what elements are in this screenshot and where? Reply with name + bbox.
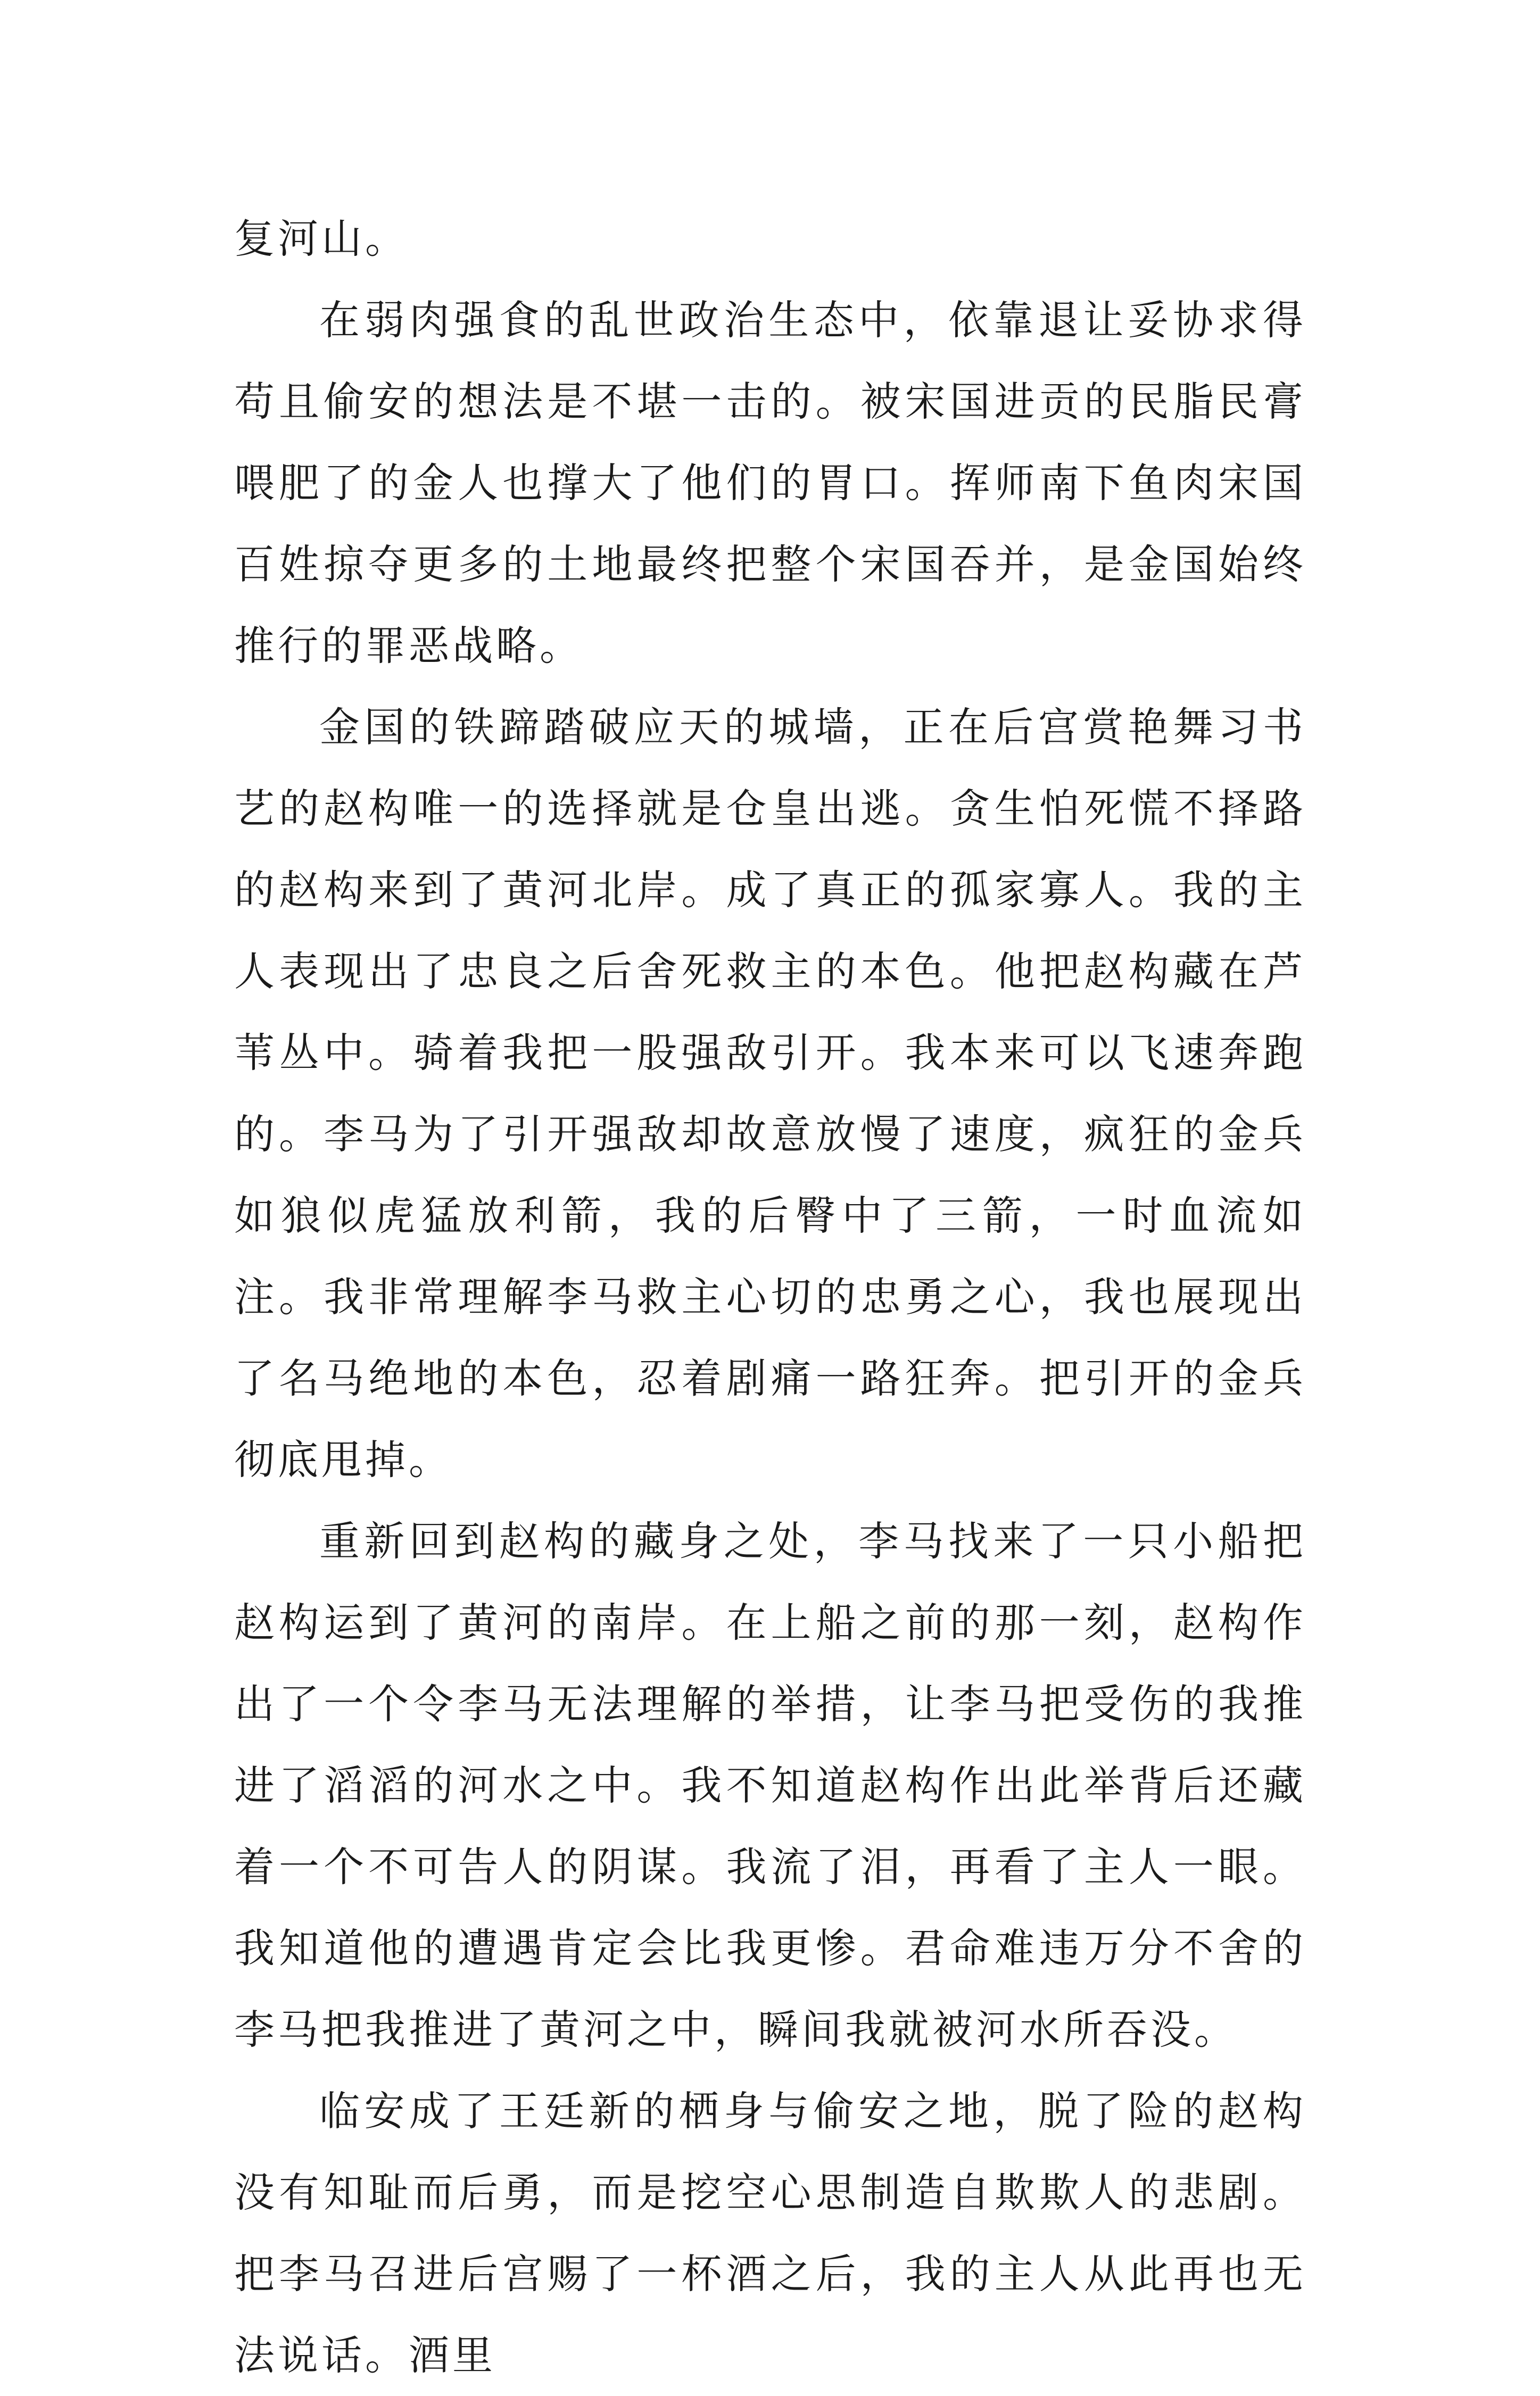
paragraph-2: 在弱肉强食的乱世政治生态中，依靠退让妥协求得苟且偷安的想法是不堪一击的。被宋国进贡的民脂民膏喂肥了的金人也撑大了他们的胃口。挥师南下鱼肉宋国百姓掠夺更多的土地最终把整个宋国吞并，是金国始终推行的罪恶战略。 xyxy=(234,296,1306,669)
paragraph-1: 复河山。 xyxy=(234,215,409,262)
paragraph-5: 临安成了王廷新的栖身与偷安之地，脱了险的赵构没有知耻而后勇，而是挖空心思制造自欺欺人的悲剧。把李马召进后宫赐了一杯酒之后，我的主人从此再也无法说话。酒里 xyxy=(234,2087,1306,2379)
paragraph-3: 金国的铁蹄踏破应天的城墙，正在后宫赏艳舞习书艺的赵构唯一的选择就是仓皇出逃。贪生怕死慌不择路的赵构来到了黄河北岸。成了真正的孤家寡人。我的主人表现出了忠良之后舍死救主的本色。他把赵构藏在芦苇丛中。骑着我把一股强敌引开。我本来可以飞速奔跑的。李马为了引开强敌却故意放慢了速度，疯狂的金兵如狼似虎猛放利箭，我的后臀中了三箭，一时血流如注。我非常理解李马救主心切的忠勇之心，我也展现出了名马绝地的本色，忍着剧痛一路狂奔。把引开的金兵彻底甩掉。 xyxy=(234,703,1306,1483)
paragraph-4: 重新回到赵构的藏身之处，李马找来了一只小船把赵构运到了黄河的南岸。在上船之前的那一刻，赵构作出了一个令李马无法理解的举措，让李马把受伤的我推进了滔滔的河水之中。我不知道赵构作出此举背后还藏着一个不可告人的阴谋。我流了泪，再看了主人一眼。我知道他的遭遇肯定会比我更惨。君命难违万分不舍的李马把我推进了黄河之中，瞬间我就被河水所吞没。 xyxy=(234,1518,1306,2053)
body-text xyxy=(234,198,1306,2396)
